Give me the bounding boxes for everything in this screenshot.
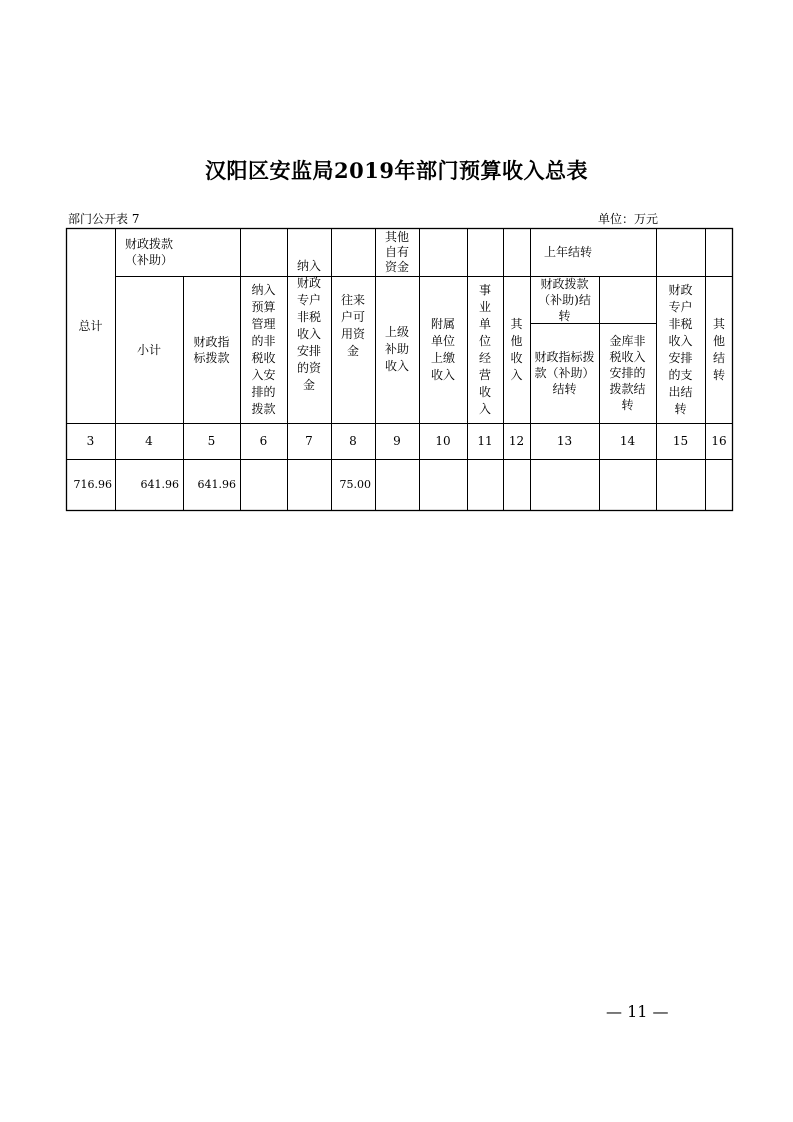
col-number: 3	[86, 434, 95, 448]
col-number: 15	[672, 434, 689, 448]
col-number: 13	[556, 434, 573, 448]
col-number: 8	[349, 434, 357, 448]
header-other-own: 其他自有资金	[384, 229, 409, 274]
header-special-carry: 财政专户非税收入安排的支出结转	[668, 282, 693, 416]
value-fiscal-indicator: 641.96	[197, 478, 236, 491]
table-id: 部门公开表 7	[68, 212, 140, 226]
page-number: — 11 —	[606, 1002, 669, 1021]
header-transfer-funds: 往来户可用资金	[340, 292, 365, 358]
header-fiscal-indicator-carry: 财政指标拨款（补助）结转	[534, 350, 595, 396]
header-other-income: 其他收入	[510, 316, 523, 382]
value-transfer-funds: 75.00	[339, 478, 371, 491]
page-title: 汉阳区安监局2019年部门预算收入总表	[205, 158, 588, 183]
header-prior-year: 上年结转	[544, 245, 593, 259]
col-number: 16	[711, 434, 727, 448]
col-number: 5	[207, 434, 216, 448]
header-treasury-carry: 金库非税收入安排的拨款结转	[609, 334, 646, 412]
col-number: 7	[305, 434, 313, 448]
header-fiscal-group: 财政拨款（补助）	[124, 237, 173, 267]
unit-label: 单位：万元	[598, 212, 659, 226]
header-business-income: 事业单位经营收入	[478, 282, 491, 416]
header-special-account: 纳入财政专户非税收入安排的资金	[296, 258, 321, 392]
col-number: 14	[619, 434, 636, 448]
header-fiscal-indicator: 财政指标拨款	[193, 334, 230, 365]
header-superior-subsidy: 上级补助收入	[384, 325, 409, 373]
header-other-carry: 其他结转	[712, 316, 725, 382]
col-number: 11	[477, 434, 493, 448]
value-subtotal: 641.96	[140, 478, 179, 491]
header-subtotal: 小计	[136, 342, 161, 357]
header-total: 总计	[78, 318, 103, 333]
col-number: 9	[393, 434, 401, 448]
header-nontax-budget: 纳入预算管理的非税收入安排的拨款	[251, 282, 276, 416]
col-number: 12	[508, 434, 525, 448]
value-total: 716.96	[73, 478, 112, 491]
header-fiscal-carry: 财政拨款（补助)结转	[538, 276, 591, 323]
col-number: 6	[259, 434, 268, 448]
col-number: 4	[145, 434, 153, 448]
header-affiliated-income: 附属单位上缴收入	[430, 316, 455, 382]
col-number: 10	[435, 434, 451, 448]
